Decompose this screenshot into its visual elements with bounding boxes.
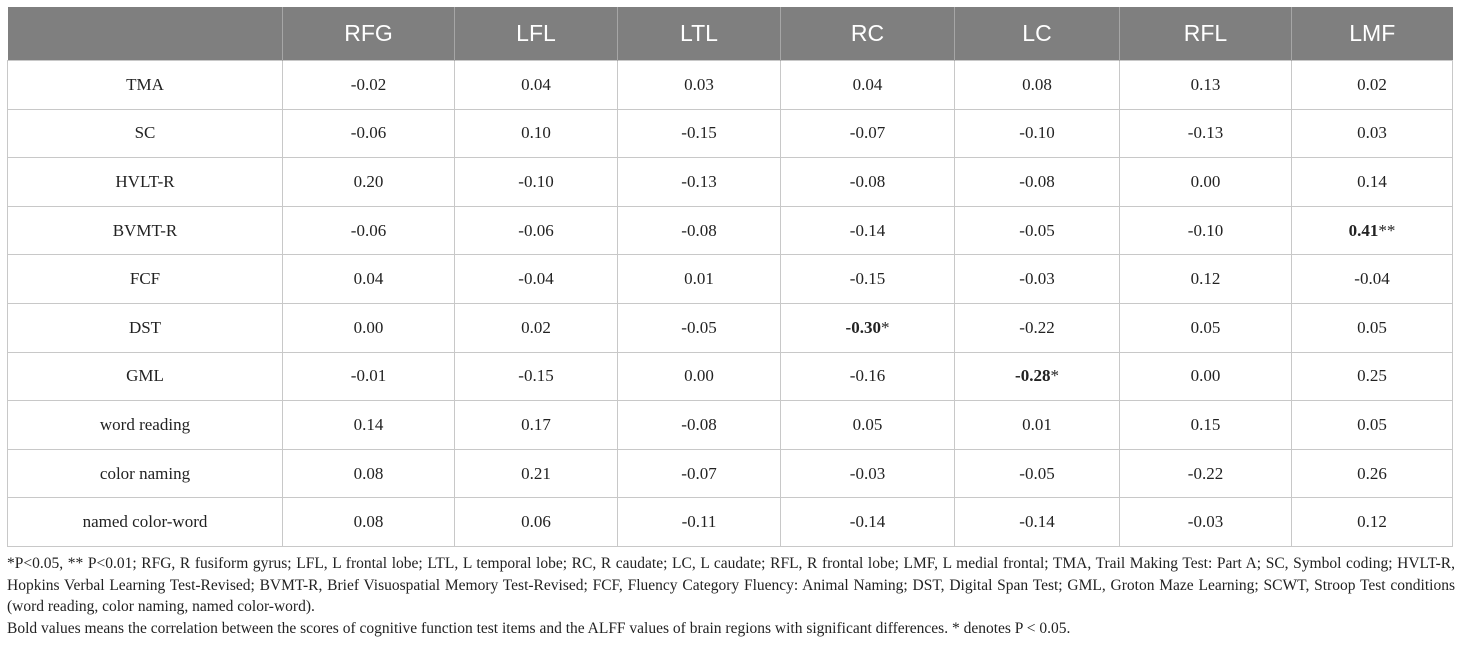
cell-value: 0.05 [1190, 317, 1221, 337]
row-label: GML [8, 352, 283, 401]
table-cell [955, 158, 1120, 207]
table-container [7, 7, 1452, 547]
cell-value: -0.05 [1019, 220, 1055, 240]
table-cell [618, 109, 781, 158]
cell-value: 0.13 [1190, 74, 1221, 94]
cell-value: 0.14 [353, 414, 384, 434]
table-cell [781, 158, 955, 207]
row-label: SC [8, 109, 283, 158]
row-label: word reading [8, 401, 283, 450]
table-cell [1120, 303, 1292, 352]
cell-value: 0.05 [1357, 317, 1387, 337]
cell-value: -0.01 [350, 366, 387, 386]
cell-value: 0.12 [1357, 512, 1387, 532]
table-row [8, 449, 1453, 498]
column-header-lfl: LFL [455, 7, 618, 61]
table-cell [283, 303, 455, 352]
cell-value: 0.08 [353, 463, 384, 483]
cell-value: 0.12 [1190, 269, 1221, 289]
table-cell [455, 255, 618, 304]
table-cell [283, 109, 455, 158]
cell-value: -0.13 [1187, 123, 1224, 143]
row-label: HVLT-R [8, 158, 283, 207]
table-row [8, 255, 1453, 304]
row-label: named color-word [8, 498, 283, 547]
table-cell [618, 449, 781, 498]
cell-value: 0.08 [353, 512, 384, 532]
table-cell [283, 449, 455, 498]
table-cell [455, 449, 618, 498]
significance-marker: ** [1378, 220, 1396, 240]
cell-value: -0.05 [1019, 463, 1055, 483]
cell-value: 0.04 [521, 74, 551, 94]
table-cell [1292, 401, 1453, 450]
cell-value: 0.08 [1022, 74, 1052, 94]
table-cell [283, 61, 455, 110]
table-row [8, 61, 1453, 110]
cell-value: 0.04 [852, 74, 883, 94]
table-cell [1292, 352, 1453, 401]
table-cell [455, 61, 618, 110]
cell-value: 0.04 [353, 269, 384, 289]
cell-value: 0.00 [684, 366, 714, 386]
table-cell [955, 206, 1120, 255]
cell-value: -0.08 [681, 414, 717, 434]
cell-value: -0.16 [849, 366, 886, 386]
row-label: color naming [8, 449, 283, 498]
cell-value: -0.04 [518, 269, 554, 289]
cell-value: 0.01 [1022, 414, 1052, 434]
table-cell [618, 158, 781, 207]
table-row [8, 109, 1453, 158]
cell-value: 0.25 [1357, 366, 1387, 386]
bold-values-note: Bold values means the correlation between the scores of cognitive function test items and the ALFF values of brain regions with significant differences. * denotes P < 0.05. [7, 619, 1071, 637]
column-header-rfg: RFG [283, 7, 455, 61]
table-cell [618, 498, 781, 547]
table-cell [955, 255, 1120, 304]
cell-value: -0.14 [1019, 512, 1055, 532]
cell-value: -0.03 [1019, 269, 1055, 289]
cell-value: -0.02 [350, 74, 387, 94]
abbreviation-note: *P<0.05, ** P<0.01; RFG, R fusiform gyrus; LFL, L frontal lobe; LTL, L temporal lobe; RC, R caudate; LC, L caudate; RFL, R frontal lobe; LMF, L medial frontal; TMA, Trail Making Test: Part A; SC, Symbol coding; HVLT-R, Hopkins Verbal Learning Test-Revised; BVMT-R, Brief Visuospatial Memory Test-Revised; FCF, Fluency Category Fluency: Animal Naming; DST, Digital Span Test; GML, Groton Maze Learning; SCWT, Stroop Test conditions (word reading, color naming, named color-word). [7, 555, 1455, 615]
table-cell [955, 61, 1120, 110]
table-cell [781, 352, 955, 401]
row-label: DST [8, 303, 283, 352]
table-cell [955, 498, 1120, 547]
table-cell [1120, 401, 1292, 450]
table-cell [1292, 158, 1453, 207]
table-cell [455, 158, 618, 207]
table-cell [283, 255, 455, 304]
table-row [8, 206, 1453, 255]
cell-value: 0.05 [1357, 414, 1387, 434]
table-cell [618, 401, 781, 450]
cell-value: 0.02 [521, 317, 551, 337]
cell-value: -0.13 [681, 171, 717, 191]
table-cell [1120, 61, 1292, 110]
table-cell [1292, 255, 1453, 304]
cell-value: -0.15 [681, 123, 717, 143]
table-cell [781, 61, 955, 110]
cell-value: -0.05 [681, 317, 717, 337]
table-cell [455, 352, 618, 401]
table-cell [781, 109, 955, 158]
significance-marker: * [1050, 366, 1059, 386]
table-cell [618, 61, 781, 110]
table-cell [455, 498, 618, 547]
cell-value: -0.04 [1354, 269, 1390, 289]
cell-value: -0.10 [518, 171, 554, 191]
table-cell [283, 158, 455, 207]
table-cell [1120, 158, 1292, 207]
row-label: TMA [8, 61, 283, 110]
table-cell [1120, 498, 1292, 547]
cell-value: -0.07 [681, 463, 717, 483]
table-cell [1292, 303, 1453, 352]
column-header-lmf: LMF [1292, 7, 1453, 61]
row-label: FCF [8, 255, 283, 304]
table-header-row [8, 7, 1453, 61]
cell-value: 0.26 [1357, 463, 1387, 483]
cell-value: -0.14 [849, 512, 886, 532]
table-cell [283, 401, 455, 450]
cell-value: -0.08 [1019, 171, 1055, 191]
table-row [8, 158, 1453, 207]
cell-value: -0.15 [518, 366, 554, 386]
cell-value: -0.22 [1019, 317, 1055, 337]
cell-value: 0.41 [1348, 220, 1379, 240]
cell-value: -0.07 [849, 123, 886, 143]
table-cell [1120, 352, 1292, 401]
cell-value: -0.06 [518, 220, 554, 240]
table-cell [618, 255, 781, 304]
table-cell [1120, 206, 1292, 255]
table-cell [781, 498, 955, 547]
table-cell [1292, 61, 1453, 110]
table-cell [781, 206, 955, 255]
table-cell [283, 352, 455, 401]
table-cell [1292, 498, 1453, 547]
table-cell [781, 401, 955, 450]
table-cell [781, 255, 955, 304]
table-cell [455, 206, 618, 255]
cell-value: -0.11 [681, 512, 717, 532]
table-cell [955, 352, 1120, 401]
table-footnotes [7, 553, 1455, 639]
cell-value: -0.03 [1187, 512, 1224, 532]
cell-value: 0.02 [1357, 74, 1387, 94]
cell-value: 0.00 [353, 317, 384, 337]
cell-value: -0.10 [1187, 220, 1224, 240]
cell-value: 0.00 [1190, 366, 1221, 386]
column-header-lc: LC [955, 7, 1120, 61]
cell-value: -0.08 [849, 171, 886, 191]
cell-value: -0.03 [849, 463, 886, 483]
table-cell [455, 401, 618, 450]
cell-value: 0.21 [521, 463, 551, 483]
cell-value: 0.03 [684, 74, 714, 94]
table-cell [781, 449, 955, 498]
table-cell [955, 303, 1120, 352]
row-label: BVMT-R [8, 206, 283, 255]
cell-value: -0.08 [681, 220, 717, 240]
cell-value: 0.00 [1190, 171, 1221, 191]
cell-value: 0.14 [1357, 171, 1387, 191]
table-cell [1292, 206, 1453, 255]
cell-value: 0.17 [521, 414, 551, 434]
table-cell [955, 449, 1120, 498]
table-cell [955, 401, 1120, 450]
cell-value: -0.28 [1015, 366, 1051, 386]
table-cell [1292, 449, 1453, 498]
column-header-rc: RC [781, 7, 955, 61]
cell-value: -0.22 [1187, 463, 1224, 483]
table-cell [455, 303, 618, 352]
cell-value: -0.06 [350, 220, 387, 240]
correlation-table [7, 7, 1453, 547]
cell-value: 0.05 [852, 414, 883, 434]
cell-value: 0.10 [521, 123, 551, 143]
cell-value: 0.15 [1190, 414, 1221, 434]
table-cell [618, 352, 781, 401]
table-cell [781, 303, 955, 352]
table-row [8, 498, 1453, 547]
significance-marker: * [880, 317, 890, 337]
header-corner [8, 7, 283, 61]
table-cell [1292, 109, 1453, 158]
table-cell [283, 206, 455, 255]
cell-value: -0.15 [849, 269, 886, 289]
cell-value: -0.14 [849, 220, 886, 240]
table-row [8, 303, 1453, 352]
column-header-rfl: RFL [1120, 7, 1292, 61]
table-cell [1120, 109, 1292, 158]
table-cell [618, 206, 781, 255]
table-row [8, 352, 1453, 401]
table-cell [1120, 449, 1292, 498]
table-cell [955, 109, 1120, 158]
table-cell [455, 109, 618, 158]
cell-value: -0.10 [1019, 123, 1055, 143]
table-cell [618, 303, 781, 352]
column-header-ltl: LTL [618, 7, 781, 61]
cell-value: -0.06 [350, 123, 387, 143]
table-cell [1120, 255, 1292, 304]
cell-value: 0.06 [521, 512, 551, 532]
cell-value: 0.01 [684, 269, 714, 289]
cell-value: 0.03 [1357, 123, 1387, 143]
table-cell [283, 498, 455, 547]
cell-value: -0.30 [845, 317, 881, 337]
table-row [8, 401, 1453, 450]
cell-value: 0.20 [353, 171, 384, 191]
